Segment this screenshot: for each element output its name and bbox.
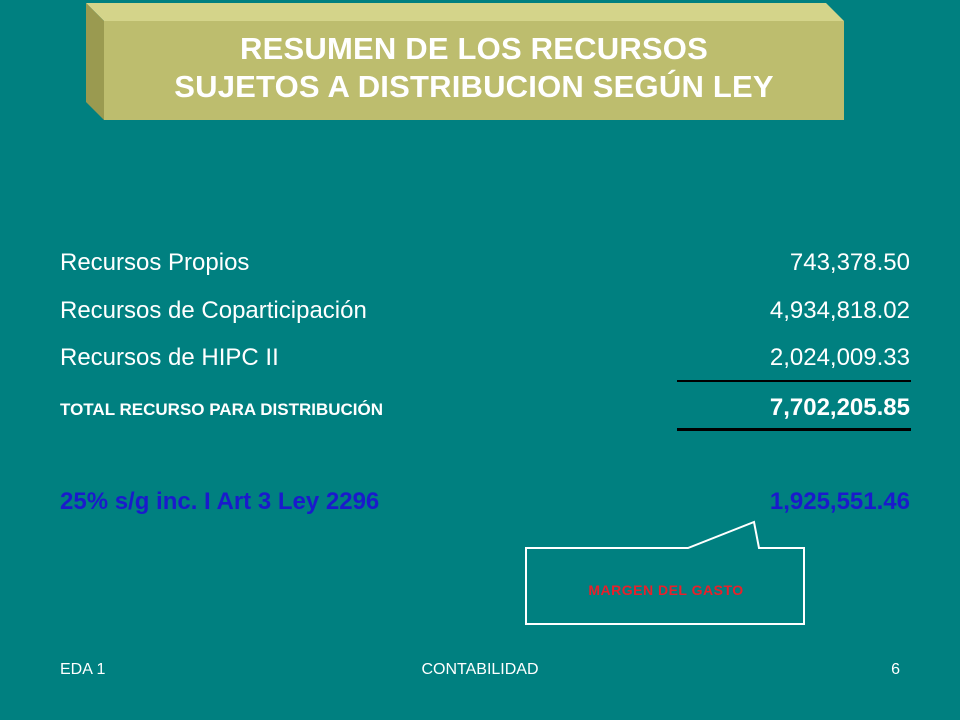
- resource-row-coparticipacion: [60, 296, 910, 326]
- slide-number: 6: [891, 661, 900, 678]
- resource-row-hipc: [60, 343, 910, 373]
- resource-label: Recursos Propios: [60, 249, 250, 276]
- footer-center: CONTABILIDAD: [421, 661, 539, 678]
- margin-amount: 1,925,551.46: [769, 488, 910, 515]
- resource-amount: 4,934,818.02: [769, 297, 910, 324]
- page-title: [104, 30, 844, 106]
- callout-outline: [526, 522, 804, 624]
- footer-left: EDA 1: [60, 661, 106, 678]
- resource-row-propios: [60, 248, 910, 278]
- page-title-line-1: RESUMEN DE LOS RECURSOS: [240, 31, 708, 66]
- resource-label: Recursos de HIPC II: [60, 344, 279, 371]
- page-title-line-2: SUJETOS A DISTRIBUCION SEGÚN LEY: [174, 69, 774, 104]
- total-label: TOTAL RECURSO PARA DISTRIBUCIÓN: [60, 400, 384, 419]
- callout-label: MARGEN DEL GASTO: [588, 582, 744, 598]
- total-amount: 7,702,205.85: [769, 394, 910, 421]
- title-banner: [86, 3, 844, 120]
- resource-amount: 2,024,009.33: [769, 344, 910, 371]
- subtotal-divider: [677, 380, 911, 382]
- margin-label: 25% s/g inc. I Art 3 Ley 2296: [60, 488, 380, 515]
- total-underline: [677, 428, 911, 431]
- resource-amount: 743,378.50: [789, 249, 910, 276]
- title-banner-side-face: [86, 3, 104, 120]
- resource-label: Recursos de Coparticipación: [60, 297, 367, 324]
- margin-row: [60, 486, 910, 518]
- callout-box: [524, 520, 808, 630]
- total-row: [60, 392, 910, 426]
- title-banner-top-face: [86, 3, 844, 21]
